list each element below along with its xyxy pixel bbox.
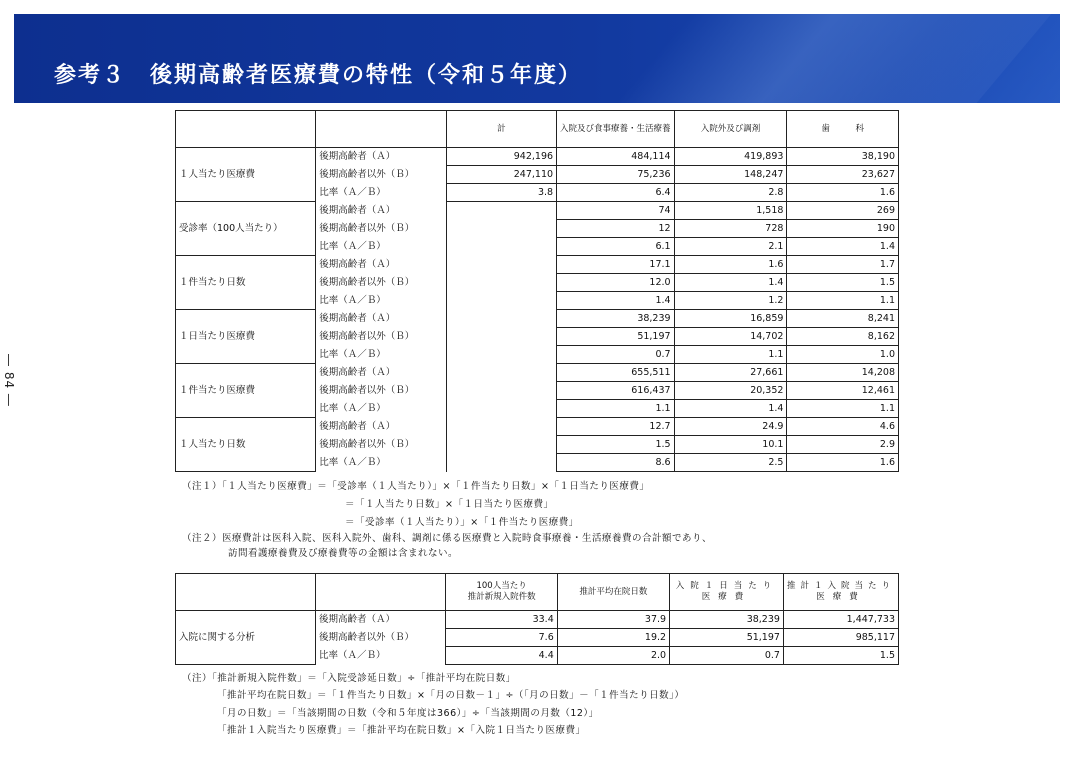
- table-cell: 247,110: [446, 166, 556, 184]
- row-sub-label: 後期高齢者以外（Ｂ）: [316, 328, 446, 346]
- table-cell: 8.6: [557, 454, 675, 472]
- table-cell: 655,511: [557, 364, 675, 382]
- table-cell: 2.1: [674, 238, 787, 256]
- table-cell: 190: [787, 220, 899, 238]
- table-cell: 17.1: [557, 256, 675, 274]
- table-cell: [446, 292, 556, 310]
- row-group-label: １人当たり医療費: [176, 148, 316, 202]
- row-sub-label: 比率（Ａ／Ｂ）: [316, 238, 446, 256]
- table-row: [176, 148, 899, 166]
- table-cell: 24.9: [674, 418, 787, 436]
- table-cell: 10.1: [674, 436, 787, 454]
- table-cell: 3.8: [446, 184, 556, 202]
- col-header-cost-per-admission: 推計１入院当たり 医療費: [783, 574, 898, 611]
- table-cell: [446, 382, 556, 400]
- row-sub-label: 後期高齢者以外（Ｂ）: [316, 436, 446, 454]
- col-header-2: 入院外及び調剤: [674, 111, 787, 148]
- table-cell: 8,241: [787, 310, 899, 328]
- table-cell: 1.5: [787, 274, 899, 292]
- row-sub-label: 後期高齢者以外（Ｂ）: [315, 629, 445, 647]
- table-cell: 942,196: [446, 148, 556, 166]
- table-cell: 0.7: [557, 346, 675, 364]
- table-cell: 14,702: [674, 328, 787, 346]
- col-header-3: 歯 科: [787, 111, 899, 148]
- row-sub-label: 比率（Ａ／Ｂ）: [316, 400, 446, 418]
- table-cell: 38,239: [557, 310, 675, 328]
- row-group-label: 入院に関する分析: [176, 611, 316, 665]
- table-cell: 1.4: [787, 238, 899, 256]
- title-banner: [14, 14, 1060, 103]
- table-cell: 37.9: [557, 611, 669, 629]
- table-cell: 33.4: [446, 611, 557, 629]
- note-1-line-2: ＝「１人当たり日数」×「１日当たり医療費」: [345, 499, 554, 510]
- row-group-label: １人当たり日数: [176, 418, 316, 472]
- table-cell: 12,461: [787, 382, 899, 400]
- row-sub-label: 後期高齢者（Ａ）: [316, 256, 446, 274]
- header-blank: [315, 574, 445, 611]
- note-3-line-3: 「月の日数」＝「当該期間の日数（令和５年度は366）」÷「当該期間の月数（12）」: [217, 708, 599, 719]
- table-cell: 1.5: [783, 647, 898, 665]
- table-cell: 1.4: [674, 274, 787, 292]
- table-cell: 1.1: [787, 400, 899, 418]
- row-group-label: １日当たり医療費: [176, 310, 316, 364]
- header-blank: [176, 574, 316, 611]
- table-cell: 419,893: [674, 148, 787, 166]
- table-cell: 985,117: [783, 629, 898, 647]
- table-cell: 6.1: [557, 238, 675, 256]
- medical-cost-table: [175, 110, 899, 472]
- table-cell: 616,437: [557, 382, 675, 400]
- page-title: 参考３ 後期高齢者医療費の特性（令和５年度）: [54, 63, 583, 88]
- table-cell: 20,352: [674, 382, 787, 400]
- header-blank: [316, 111, 446, 148]
- col-header-cost-per-day: 入院１日当たり 医療費: [670, 574, 784, 611]
- row-sub-label: 比率（Ａ／Ｂ）: [316, 184, 446, 202]
- table-cell: 2.9: [787, 436, 899, 454]
- table-cell: [446, 346, 556, 364]
- table-cell: 0.7: [670, 647, 784, 665]
- table-cell: 12.0: [557, 274, 675, 292]
- note-2-line-1: （注２）医療費計は医科入院、医科入院外、歯科、調剤に係る医療費と入院時食事療養・生活療養費の合計額であり、: [182, 533, 713, 544]
- table-cell: [446, 220, 556, 238]
- table-cell: [446, 436, 556, 454]
- table-cell: 4.4: [446, 647, 557, 665]
- table-cell: 12: [557, 220, 675, 238]
- row-sub-label: 後期高齢者以外（Ｂ）: [316, 220, 446, 238]
- table-row: [176, 202, 899, 220]
- table-cell: 74: [557, 202, 675, 220]
- table-cell: 1.1: [674, 346, 787, 364]
- hospitalization-analysis-table: [175, 573, 899, 665]
- table-cell: 148,247: [674, 166, 787, 184]
- row-sub-label: 後期高齢者以外（Ｂ）: [316, 382, 446, 400]
- row-sub-label: 後期高齢者（Ａ）: [316, 148, 446, 166]
- table-cell: 7.6: [446, 629, 557, 647]
- table-cell: 51,197: [670, 629, 784, 647]
- table-cell: 51,197: [557, 328, 675, 346]
- table-cell: 75,236: [557, 166, 675, 184]
- table-cell: 1.1: [557, 400, 675, 418]
- row-sub-label: 比率（Ａ／Ｂ）: [315, 647, 445, 665]
- note-3-line-1: （注）「推計新規入院件数」＝「入院受診延日数」÷「推計平均在院日数」: [182, 673, 516, 684]
- table-cell: 19.2: [557, 629, 669, 647]
- table-cell: 2.5: [674, 454, 787, 472]
- note-3-line-2: 「推計平均在院日数」＝「１件当たり日数」×「月の日数－１」÷（「月の日数」－「１件当たり日数」）: [217, 690, 685, 701]
- row-sub-label: 後期高齢者（Ａ）: [316, 364, 446, 382]
- table-cell: 38,190: [787, 148, 899, 166]
- note-3-line-4: 「推計１入院当たり医療費」＝「推計平均在院日数」×「入院１日当たり医療費」: [217, 725, 586, 736]
- row-group-label: 受診率（100人当たり）: [176, 202, 316, 256]
- row-sub-label: 後期高齢者以外（Ｂ）: [316, 274, 446, 292]
- table-cell: 1.7: [787, 256, 899, 274]
- table-cell: [446, 256, 556, 274]
- col-header-0: 計: [446, 111, 556, 148]
- table-cell: 1.0: [787, 346, 899, 364]
- table-cell: 8,162: [787, 328, 899, 346]
- table-cell: 12.7: [557, 418, 675, 436]
- table-cell: 1,447,733: [783, 611, 898, 629]
- table-row: [176, 418, 899, 436]
- table-cell: [446, 400, 556, 418]
- table-cell: 38,239: [670, 611, 784, 629]
- table-cell: [446, 418, 556, 436]
- row-sub-label: 後期高齢者（Ａ）: [316, 310, 446, 328]
- table-cell: 6.4: [557, 184, 675, 202]
- table-row: [176, 256, 899, 274]
- row-sub-label: 後期高齢者（Ａ）: [315, 611, 445, 629]
- table-cell: 1.4: [557, 292, 675, 310]
- row-sub-label: 比率（Ａ／Ｂ）: [316, 292, 446, 310]
- table-cell: [446, 454, 556, 472]
- row-group-label: １件当たり日数: [176, 256, 316, 310]
- row-sub-label: 後期高齢者（Ａ）: [316, 202, 446, 220]
- table-cell: [446, 238, 556, 256]
- col-header-1: 入院及び食事療養・生活療養: [557, 111, 675, 148]
- table-cell: [446, 310, 556, 328]
- header-blank: [176, 111, 316, 148]
- table-cell: 4.6: [787, 418, 899, 436]
- row-sub-label: 後期高齢者以外（Ｂ）: [316, 166, 446, 184]
- row-sub-label: 後期高齢者（Ａ）: [316, 418, 446, 436]
- table-cell: 484,114: [557, 148, 675, 166]
- col-header-new-admissions: 100人当たり 推計新規入院件数: [446, 574, 557, 611]
- table-cell: 2.8: [674, 184, 787, 202]
- page-number: ― 84 ―: [2, 354, 16, 407]
- note-1-line-3: ＝「受診率（１人当たり）」×「１件当たり医療費」: [345, 517, 579, 528]
- table-cell: 14,208: [787, 364, 899, 382]
- table-cell: 1.1: [787, 292, 899, 310]
- table-cell: [446, 364, 556, 382]
- table-cell: 16,859: [674, 310, 787, 328]
- table-cell: [446, 274, 556, 292]
- table-cell: 1.5: [557, 436, 675, 454]
- row-sub-label: 比率（Ａ／Ｂ）: [316, 454, 446, 472]
- table-cell: [446, 328, 556, 346]
- row-group-label: １件当たり医療費: [176, 364, 316, 418]
- table-cell: 1.2: [674, 292, 787, 310]
- col-header-avg-stay: 推計平均在院日数: [557, 574, 669, 611]
- table-cell: 2.0: [557, 647, 669, 665]
- table-cell: 1.6: [674, 256, 787, 274]
- table-cell: 269: [787, 202, 899, 220]
- table-cell: [446, 202, 556, 220]
- table-row: [176, 611, 899, 629]
- table-row: [176, 310, 899, 328]
- table-cell: 1.6: [787, 454, 899, 472]
- table-cell: 1.4: [674, 400, 787, 418]
- table-cell: 1,518: [674, 202, 787, 220]
- table-row: [176, 364, 899, 382]
- note-2-line-2: 訪問看護療養費及び療養費等の金額は含まれない。: [228, 548, 459, 559]
- row-sub-label: 比率（Ａ／Ｂ）: [316, 346, 446, 364]
- table-cell: 728: [674, 220, 787, 238]
- table-cell: 27,661: [674, 364, 787, 382]
- table-cell: 23,627: [787, 166, 899, 184]
- table-cell: 1.6: [787, 184, 899, 202]
- note-1-line-1: （注１）「１人当たり医療費」＝「受診率（１人当たり）」×「１件当たり日数」×「１日当たり医療費」: [182, 481, 650, 492]
